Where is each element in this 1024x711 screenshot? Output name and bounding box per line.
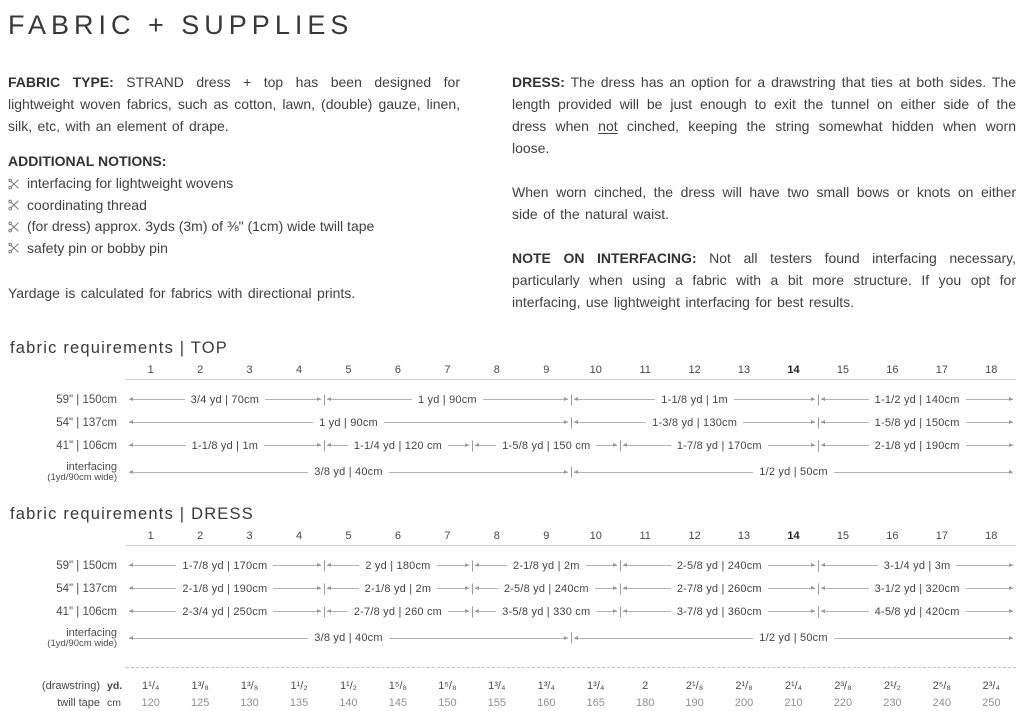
row-label-line: interfacing: [66, 461, 117, 473]
twill-cm-value: 220: [833, 696, 853, 709]
yardage-segment: [324, 560, 472, 572]
right-arrow-line: [834, 472, 1013, 473]
right-arrow-line: [448, 611, 469, 612]
yardage-value: 3-7/8 yd | 360cm: [676, 605, 762, 618]
dress-paragraph: [512, 71, 1016, 159]
yardage-value: 2-1/8 yd | 2m: [364, 582, 432, 595]
yardage-segment: [472, 440, 620, 452]
left-arrow-line: [327, 399, 412, 400]
right-arrow-line: [956, 565, 1013, 566]
row-label: 59" | 150cm: [56, 559, 117, 572]
left-arrow-line: [129, 445, 186, 446]
left-arrow-line: [327, 588, 359, 589]
yardage-value: 3-1/2 yd | 320cm: [874, 582, 960, 595]
yardage-value: 1-7/8 yd | 170cm: [676, 439, 762, 452]
yardage-segment: [126, 632, 571, 644]
yardage-value: 2-1/8 yd | 190cm: [182, 582, 268, 595]
top-header-rule: [126, 379, 1016, 380]
right-arrow-line: [768, 611, 815, 612]
scissors-icon: [8, 242, 22, 254]
yardage-value: 3-1/4 yd | 3m: [883, 559, 951, 572]
chart-row: [8, 411, 1016, 434]
right-arrow-line: [273, 588, 320, 589]
twill-cm-value: 250: [982, 696, 1001, 709]
left-arrow-line: [129, 638, 308, 639]
yardage-value: 3/4 yd | 70cm: [190, 393, 260, 406]
scissors-icon: [8, 178, 22, 190]
left-arrow-line: [821, 588, 868, 589]
chart-row: [8, 457, 1016, 487]
twill-cm-value: 210: [784, 696, 803, 709]
yardage-segment: [571, 632, 1016, 644]
right-arrow-line: [596, 445, 617, 446]
twill-yd-value: 2¹/₄: [784, 679, 803, 692]
yardage-value: 1/2 yd | 50cm: [759, 632, 828, 644]
yardage-value: 2-5/8 yd | 240cm: [676, 559, 762, 572]
twill-yd-value: 2⁵/₈: [932, 679, 951, 692]
yardage-segment: [126, 583, 324, 595]
yardage-value: 1 yd | 90cm: [319, 416, 378, 429]
left-arrow-line: [623, 611, 670, 612]
twill-yd-value: 1⁵/₈: [438, 679, 457, 692]
yardage-value: 1-1/2 yd | 140cm: [874, 393, 960, 406]
row-label: 59" | 150cm: [56, 393, 117, 406]
yardage-segment: [620, 560, 818, 572]
left-arrow-line: [129, 472, 308, 473]
size-label: 18: [985, 364, 998, 376]
dress-chart-heading: fabric requirements | DRESS: [10, 505, 254, 523]
twill-yd-value: 1¹/₄: [142, 679, 160, 692]
yardage-segment: [472, 560, 620, 572]
top-chart-heading: fabric requirements | TOP: [10, 339, 229, 357]
yardage-value: 1-1/4 yd | 120 cm: [353, 439, 443, 452]
yardage-segment: [571, 466, 1016, 478]
right-arrow-line: [273, 611, 320, 612]
right-arrow-line: [966, 588, 1013, 589]
yardage-segment: [818, 606, 1016, 618]
yardage-value: 4-5/8 yd | 420cm: [874, 605, 960, 618]
left-arrow-line: [574, 472, 753, 473]
twill-cm-value: 200: [734, 696, 754, 709]
right-arrow-line: [384, 422, 568, 423]
size-label: 4: [295, 530, 303, 542]
left-arrow-line: [821, 611, 868, 612]
dress-chart-rows: [8, 554, 1016, 653]
twill-yd-value: 1³/₈: [240, 679, 259, 692]
size-label: 3: [246, 530, 253, 542]
yardage-segment: [126, 560, 324, 572]
drawstring-twill-tape-table: [8, 667, 1016, 711]
twill-cm-value: 125: [190, 696, 210, 709]
drawstring-label: (drawstring): [41, 679, 100, 692]
size-label: 9: [543, 530, 550, 542]
fabric-type-paragraph: [8, 71, 460, 137]
twill-yd-values: [126, 680, 1016, 692]
left-arrow-line: [327, 445, 348, 446]
left-arrow-line: [129, 399, 185, 400]
cinched-paragraph: When worn cinched, the dress will have two small bows or knots on either side of the natural waist.: [512, 184, 1016, 222]
right-column: [512, 71, 1016, 313]
dress-underlined-word: not: [598, 118, 618, 134]
row-label-line: (1yd/90cm wide): [47, 638, 117, 649]
size-label: 7: [444, 530, 451, 542]
twill-yd-value: 2³/₄: [982, 679, 1000, 692]
size-label: 6: [394, 530, 401, 542]
row-segments: [126, 560, 1016, 572]
left-arrow-line: [475, 565, 507, 566]
yardage-segment: [620, 440, 818, 452]
yardage-segment: [472, 583, 620, 595]
size-label: 8: [493, 530, 500, 542]
yardage-segment: [818, 417, 1016, 429]
right-arrow-line: [389, 472, 568, 473]
dress-size-header-row: [8, 530, 1016, 542]
notion-text: safety pin or bobby pin: [27, 239, 168, 256]
row-segments: [126, 466, 1016, 478]
size-label: 15: [836, 364, 850, 376]
right-arrow-line: [389, 638, 568, 639]
notion-text: coordinating thread: [27, 196, 147, 213]
page-title: FABRIC + SUPPLIES: [8, 10, 354, 40]
size-label: 6: [394, 364, 401, 376]
left-arrow-line: [821, 422, 868, 423]
twill-yd-value: 1³/₈: [191, 679, 209, 692]
size-label: 10: [589, 530, 602, 542]
right-arrow-line: [966, 399, 1013, 400]
left-arrow-line: [574, 638, 753, 639]
notion-item: [8, 173, 460, 195]
right-arrow-line: [448, 445, 469, 446]
left-arrow-line: [327, 565, 360, 566]
intro-columns: [8, 71, 1016, 313]
right-arrow-line: [768, 445, 815, 446]
twill-cm-value: 120: [141, 696, 160, 709]
yardage-value: 1-1/8 yd | 1m: [661, 393, 728, 406]
twill-cm-value: 145: [388, 696, 408, 709]
left-arrow-line: [623, 445, 670, 446]
left-arrow-line: [574, 399, 655, 400]
yardage-value: 3-5/8 yd | 330 cm: [502, 605, 591, 618]
yardage-value: 1 yd | 90cm: [417, 393, 477, 406]
row-segments: [126, 632, 1016, 644]
notion-text: interfacing for lightweight wovens: [27, 175, 234, 191]
notion-item: [8, 195, 460, 217]
left-arrow-line: [821, 399, 868, 400]
yardage-value: 1/2 yd | 50cm: [759, 466, 828, 478]
twill-yd-value: 2: [642, 679, 649, 692]
scissors-icon: [8, 221, 22, 233]
right-arrow-line: [596, 611, 617, 612]
row-segments: [126, 440, 1016, 452]
size-label: 5: [345, 530, 352, 542]
right-arrow-line: [834, 638, 1013, 639]
yardage-value: 1-1/8 yd | 1m: [191, 439, 259, 452]
size-label: 12: [688, 530, 701, 542]
right-arrow-line: [966, 611, 1013, 612]
left-arrow-line: [574, 422, 646, 423]
twill-yd-value: 2¹/₈: [735, 679, 753, 692]
size-label: 15: [836, 530, 850, 542]
twill-cm-value: 230: [883, 696, 902, 709]
twill-cm-value: 240: [932, 696, 951, 709]
right-arrow-line: [966, 422, 1013, 423]
yardage-segment: [126, 606, 324, 618]
fabric-requirements-dress-chart: [8, 505, 1016, 653]
yardage-value: 3/8 yd | 40cm: [314, 466, 383, 478]
twill-cm-value: 150: [438, 696, 457, 709]
left-arrow-line: [475, 611, 496, 612]
top-size-header-row: [8, 364, 1016, 376]
notions-list: [8, 173, 460, 259]
yardage-segment: [126, 417, 571, 429]
dashed-separator: [126, 667, 1016, 668]
chart-row: [8, 577, 1016, 600]
size-label: 16: [886, 530, 899, 542]
right-arrow-line: [265, 399, 321, 400]
right-arrow-line: [595, 588, 618, 589]
row-label-line: (1yd/90cm wide): [47, 472, 117, 483]
size-label: 5: [345, 364, 352, 376]
size-label: 17: [935, 364, 948, 376]
row-segments: [126, 394, 1016, 406]
twill-cm-value: 190: [685, 696, 704, 709]
notion-item: [8, 216, 460, 238]
size-label: 14: [787, 530, 800, 542]
top-size-labels: [126, 364, 1016, 376]
twill-cm-row: [8, 694, 1016, 711]
yardage-value: 1-5/8 yd | 150 cm: [502, 439, 591, 452]
twill-cm-value: 165: [586, 696, 605, 709]
yardage-value: 2-1/8 yd | 2m: [512, 559, 580, 572]
right-arrow-line: [743, 422, 815, 423]
size-label: 2: [197, 530, 204, 542]
scissors-icon: [8, 199, 22, 211]
size-label: 7: [444, 364, 451, 376]
yardage-segment: [571, 394, 818, 406]
yardage-segment: [324, 394, 571, 406]
yardage-segment: [126, 466, 571, 478]
twill-yd-value: 1¹/₂: [290, 679, 308, 692]
yardage-value: 2-5/8 yd | 240cm: [503, 582, 589, 595]
left-arrow-line: [821, 565, 878, 566]
size-label: 12: [688, 364, 701, 376]
size-label: 1: [147, 530, 154, 542]
fabric-type-label: FABRIC TYPE:: [8, 74, 114, 90]
size-label: 18: [985, 530, 998, 542]
yardage-segment: [324, 606, 472, 618]
yardage-note: Yardage is calculated for fabrics with directional prints.: [8, 285, 356, 301]
yardage-segment: [620, 606, 818, 618]
chart-row: [8, 600, 1016, 623]
right-arrow-line: [437, 565, 470, 566]
twill-cm-values: [126, 697, 1016, 709]
twill-cm-value: 180: [635, 696, 655, 709]
chart-row: [8, 388, 1016, 411]
right-arrow-line: [768, 565, 815, 566]
size-label: 11: [639, 530, 651, 542]
row-segments: [126, 583, 1016, 595]
notion-text: (for dress) approx. 3yds (3m) of ⅜" (1cm) wide twill tape: [27, 218, 375, 234]
yardage-value: 2 yd | 180cm: [365, 559, 431, 572]
yardage-segment: [324, 440, 472, 452]
top-chart-rows: [8, 388, 1016, 487]
yardage-segment: [324, 583, 472, 595]
twill-yd-value: 2¹/₂: [883, 679, 901, 692]
row-label: 54" | 137cm: [56, 416, 117, 429]
left-arrow-line: [129, 565, 176, 566]
right-arrow-line: [734, 399, 815, 400]
interfacing-note-paragraph: [512, 247, 1016, 313]
yardage-segment: [818, 440, 1016, 452]
twill-cm-value: 160: [537, 696, 556, 709]
interfacing-note-label: NOTE ON INTERFACING:: [512, 250, 697, 266]
size-label: 1: [147, 364, 154, 376]
twill-cm-value: 130: [240, 696, 259, 709]
dress-size-labels: [126, 530, 1016, 542]
right-arrow-line: [966, 445, 1013, 446]
row-segments: [126, 606, 1016, 618]
size-label: 17: [935, 530, 948, 542]
left-arrow-line: [623, 565, 670, 566]
fabric-requirements-top-chart: [8, 339, 1016, 487]
left-arrow-line: [475, 588, 498, 589]
row-label: 54" | 137cm: [56, 582, 117, 595]
row-label: 41" | 106cm: [56, 605, 117, 618]
right-arrow-line: [586, 565, 618, 566]
left-column: [8, 71, 460, 313]
yardage-value: 1-3/8 yd | 130cm: [652, 416, 738, 429]
twill-cm-value: 155: [487, 696, 506, 709]
row-label: [8, 627, 126, 649]
yardage-segment: [571, 417, 818, 429]
yardage-segment: [620, 583, 818, 595]
right-arrow-line: [483, 399, 568, 400]
row-label: 41" | 106cm: [56, 439, 117, 452]
left-arrow-line: [623, 588, 670, 589]
twill-yd-row: [8, 677, 1016, 694]
yardage-segment: [818, 560, 1016, 572]
chart-row: [8, 623, 1016, 653]
left-arrow-line: [129, 422, 313, 423]
left-arrow-line: [129, 588, 176, 589]
size-label: 14: [787, 364, 800, 376]
twill-yd-value: 1⁵/₈: [388, 679, 408, 692]
size-label: 2: [197, 364, 204, 376]
twill-yd-value: 2¹/₈: [685, 679, 704, 692]
dress-text-before: The dress has an option for a drawstring that ties at both sides. The length provided will be just enough to exit the tunnel on either side of the dress when: [512, 74, 1016, 134]
right-arrow-line: [273, 565, 320, 566]
chart-row: [8, 554, 1016, 577]
dress-text-after: cinched, keeping the string somewhat hidden when worn loose.: [512, 118, 1017, 156]
dress-header-rule: [126, 545, 1016, 546]
yardage-value: 2-1/8 yd | 190cm: [874, 439, 960, 452]
size-label: 13: [737, 364, 751, 376]
yardage-segment: [818, 583, 1016, 595]
size-label: 10: [589, 364, 602, 376]
right-arrow-line: [264, 445, 321, 446]
right-arrow-line: [768, 588, 815, 589]
chart-row: [8, 434, 1016, 457]
yardage-value: 2-3/4 yd | 250cm: [182, 605, 268, 618]
size-label: 13: [737, 530, 751, 542]
left-arrow-line: [821, 445, 868, 446]
yardage-value: 2-7/8 yd | 260 cm: [353, 605, 443, 618]
interfacing-note-text: Not all testers found interfacing necessary, particularly when using a fabric with a bit more structure. If you opt for interfacing, use lightweight interfacing for best results.: [512, 250, 1016, 310]
size-label: 16: [886, 364, 899, 376]
right-arrow-line: [437, 588, 469, 589]
size-label: 8: [493, 364, 500, 376]
yardage-segment: [126, 394, 324, 406]
row-label: [8, 461, 126, 483]
left-arrow-line: [475, 445, 496, 446]
size-label: 9: [543, 364, 550, 376]
dress-label: DRESS:: [512, 74, 565, 90]
yardage-value: 3/8 yd | 40cm: [314, 632, 383, 644]
size-label: 4: [295, 364, 303, 376]
size-label: 11: [639, 364, 651, 376]
left-arrow-line: [327, 611, 348, 612]
yd-unit-label: yd.: [107, 679, 123, 692]
yardage-segment: [818, 394, 1016, 406]
twill-tape-label: twill tape: [57, 696, 100, 709]
size-label: 3: [246, 364, 253, 376]
yardage-segment: [126, 440, 324, 452]
twill-yd-value: 1³/₄: [587, 679, 605, 692]
row-label-line: interfacing: [66, 627, 117, 639]
yardage-value: 1-5/8 yd | 150cm: [874, 416, 960, 429]
yardage-value: 1-7/8 yd | 170cm: [182, 559, 268, 572]
left-arrow-line: [129, 611, 176, 612]
twill-yd-value: 1³/₄: [488, 679, 506, 692]
twill-yd-value: 1¹/₂: [339, 679, 358, 692]
twill-yd-value: 2³/₈: [834, 679, 852, 692]
row-segments: [126, 417, 1016, 429]
yardage-segment: [472, 606, 620, 618]
additional-notions-heading: ADDITIONAL NOTIONS:: [8, 153, 167, 169]
twill-yd-value: 1³/₄: [537, 679, 555, 692]
twill-cm-value: 140: [339, 696, 358, 709]
cm-unit-label: cm: [107, 696, 121, 709]
twill-cm-value: 135: [289, 696, 309, 709]
yardage-value: 2-7/8 yd | 260cm: [676, 582, 762, 595]
fabric-type-text: STRAND dress + top has been designed for lightweight woven fabrics, such as cotton, lawn, (double) gauze, linen, silk, etc, with an element of drape.: [8, 74, 460, 134]
notion-item: [8, 238, 460, 260]
